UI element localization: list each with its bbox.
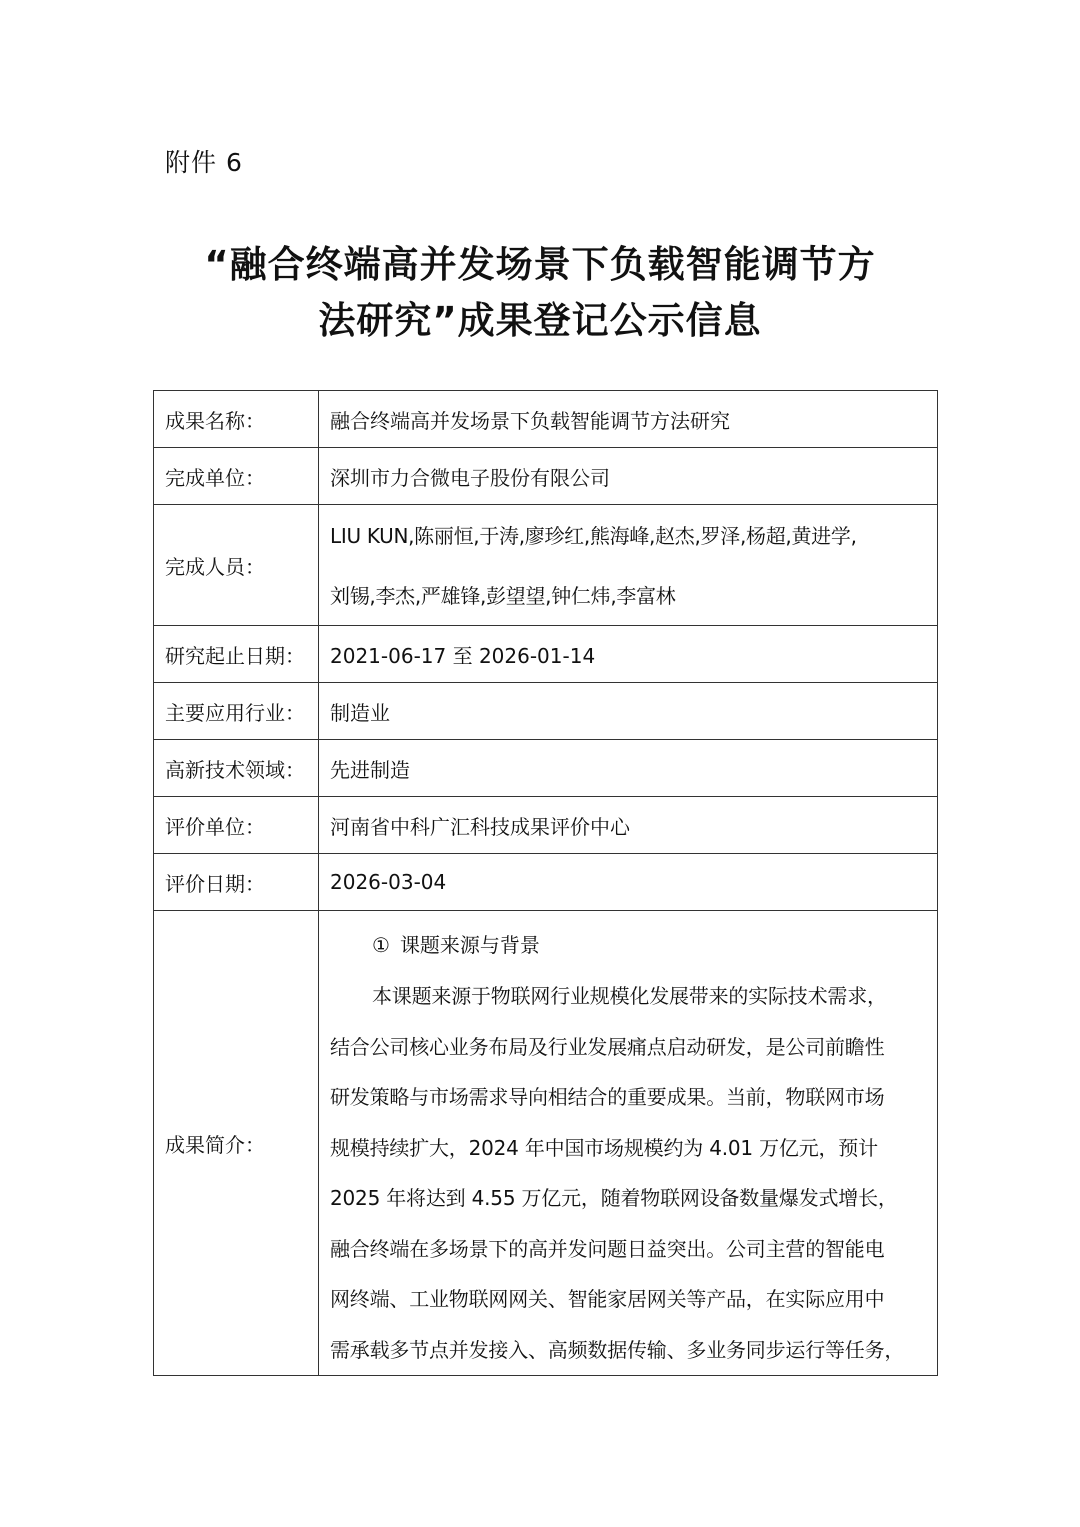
attachment-label: 附件 6 — [165, 148, 243, 177]
abstract-line: 2025 年将达到 4.55 万亿元，随着物联网设备数量爆发式增长， — [330, 1186, 898, 1210]
circled-number-marker: ① — [372, 933, 390, 957]
table-row — [154, 505, 938, 626]
table-row — [154, 854, 938, 911]
row-value-abstract — [319, 911, 938, 1376]
table-row — [154, 391, 938, 448]
abstract-line: 本课题来源于物联网行业规模化发展带来的实际技术需求， — [372, 984, 887, 1008]
table-row — [154, 626, 938, 683]
row-value-evaluation-unit: 河南省中科广汇科技成果评价中心 — [319, 797, 938, 854]
table-row — [154, 797, 938, 854]
abstract-line: 研发策略与市场需求导向相结合的重要成果。当前，物联网市场 — [330, 1085, 885, 1109]
table-row — [154, 683, 938, 740]
abstract-line: 融合终端在多场景下的高并发问题日益突出。公司主营的智能电 — [330, 1236, 885, 1261]
row-value-tech-field: 先进制造 — [319, 740, 938, 797]
abstract-heading — [330, 919, 929, 971]
row-label-evaluation-unit: 评价单位： — [154, 797, 319, 854]
row-value-personnel — [319, 505, 938, 626]
table-row — [154, 448, 938, 505]
abstract-line: 网终端、工业物联网网关、智能家居网关等产品，在实际应用中 — [330, 1287, 885, 1311]
row-value-achievement-name: 融合终端高并发场景下负载智能调节方法研究 — [319, 391, 938, 448]
abstract-line: 结合公司核心业务布局及行业发展痛点启动研发，是公司前瞻性 — [330, 1034, 885, 1059]
row-label-tech-field: 高新技术领域： — [154, 740, 319, 797]
row-value-evaluation-date: 2026-03-04 — [319, 854, 938, 911]
abstract-heading-text: 课题来源与背景 — [399, 933, 540, 957]
row-label-achievement-name: 成果名称： — [154, 391, 319, 448]
row-label-personnel: 完成人员： — [154, 505, 319, 626]
personnel-line-2: 刘锡,李杰,严雄锋,彭望望,钟仁炜,李富林 — [330, 584, 676, 608]
row-label-completing-unit: 完成单位： — [154, 448, 319, 505]
document-title-line-1: “融合终端高并发场景下负载智能调节方 — [204, 243, 876, 286]
table-row — [154, 740, 938, 797]
table-row — [154, 911, 938, 1376]
abstract-line: 需承载多节点并发接入、高频数据传输、多业务同步运行等任务， — [330, 1337, 905, 1362]
abstract-line: 规模持续扩大，2024 年中国市场规模约为 4.01 万亿元，预计 — [330, 1135, 878, 1160]
personnel-line-1: LIU KUN,陈丽恒,于涛,廖珍红,熊海峰,赵杰,罗泽,杨超,黄进学, — [330, 524, 857, 548]
row-value-industry: 制造业 — [319, 683, 938, 740]
info-table — [153, 390, 938, 1376]
row-label-industry: 主要应用行业： — [154, 683, 319, 740]
row-label-evaluation-date: 评价日期： — [154, 854, 319, 911]
row-value-research-period: 2021-06-17 至 2026-01-14 — [319, 626, 938, 683]
row-label-research-period: 研究起止日期： — [154, 626, 319, 683]
document-title-line-2: 法研究”成果登记公示信息 — [318, 299, 762, 342]
row-label-abstract: 成果简介： — [154, 911, 319, 1376]
row-value-completing-unit: 深圳市力合微电子股份有限公司 — [319, 448, 938, 505]
